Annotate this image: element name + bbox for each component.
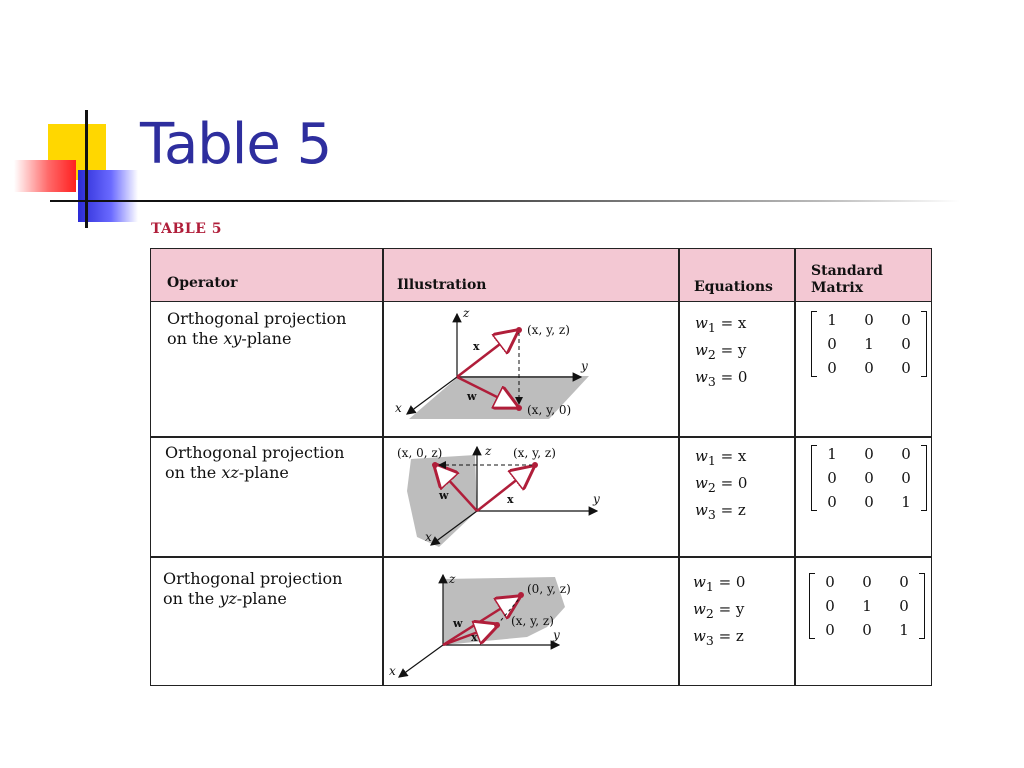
row-operator — [163, 569, 342, 609]
axis-x-label: x — [395, 401, 402, 415]
projection-label: (x, 0, z) — [397, 446, 443, 460]
header-matrix-line1: Standard — [811, 263, 883, 279]
matrix-cell: 0 — [862, 573, 872, 591]
equation-line: $w_3 = z$ — [695, 501, 746, 522]
matrix-cell: 0 — [827, 359, 837, 377]
projection-label: (x, y, 0) — [527, 403, 572, 417]
standard-matrix — [809, 573, 925, 639]
point-marker — [494, 622, 500, 628]
point-marker — [532, 462, 538, 468]
row-divider — [151, 556, 931, 558]
axis-x-label: x — [389, 664, 396, 678]
equation-line: $w_2 = y$ — [693, 600, 745, 621]
matrix-cell: 1 — [827, 311, 837, 329]
header-illustration: Illustration — [397, 277, 487, 293]
decor-red-square — [14, 160, 76, 192]
operator-line1: Orthogonal projection — [167, 309, 347, 328]
operator-line2: on the xz-plane — [165, 463, 289, 482]
operator-line2: on the yz-plane — [163, 589, 287, 608]
header-operator: Operator — [167, 275, 238, 291]
matrix-cell: 0 — [864, 359, 874, 377]
standard-matrix — [811, 311, 927, 377]
matrix-cell: 1 — [899, 621, 909, 639]
matrix-cell: 0 — [864, 493, 874, 511]
axis-y-label: y — [553, 628, 560, 642]
matrix-cell: 0 — [864, 469, 874, 487]
matrix-bracket-right — [921, 445, 927, 511]
point-label: (x, y, z) — [511, 614, 554, 628]
matrix-cell: 0 — [899, 573, 909, 591]
axis-z-label: z — [449, 572, 456, 586]
matrix-cell: 1 — [827, 445, 837, 463]
x-axis — [399, 645, 443, 677]
row-operator — [165, 443, 344, 483]
table-caption: TABLE 5 — [151, 221, 222, 237]
matrix-cell: 0 — [901, 445, 911, 463]
equation-line: $w_3 = 0$ — [695, 368, 748, 389]
row-equations — [695, 445, 747, 526]
decor-horizontal-line — [50, 200, 960, 202]
axis-z-label: z — [485, 444, 492, 458]
projection-marker — [432, 462, 438, 468]
vector-x — [477, 467, 533, 511]
equation-line: $w_3 = z$ — [693, 627, 744, 648]
column-divider — [794, 249, 796, 685]
projection-table — [150, 248, 932, 686]
vector-x-label: x — [473, 340, 480, 353]
matrix-cell: 0 — [864, 311, 874, 329]
matrix-bracket-right — [921, 311, 927, 377]
matrix-cell: 0 — [827, 335, 837, 353]
column-divider — [382, 249, 384, 685]
matrix-cell: 0 — [827, 469, 837, 487]
vector-w-label: w — [439, 489, 449, 502]
point-label: (x, y, z) — [527, 323, 570, 337]
matrix-cell: 0 — [825, 597, 835, 615]
projection-label: (0, y, z) — [527, 582, 571, 596]
vector-w-label: w — [467, 390, 477, 403]
axis-y-label: y — [581, 359, 588, 373]
operator-line2: on the xy-plane — [167, 329, 292, 348]
illustration-xy-projection — [389, 304, 589, 434]
matrix-cell: 0 — [901, 335, 911, 353]
vector-x-label: x — [507, 493, 514, 506]
row-equations — [693, 571, 745, 652]
matrix-cell: 1 — [862, 597, 872, 615]
matrix-cell: 0 — [825, 621, 835, 639]
standard-matrix — [811, 445, 927, 511]
projection-marker — [516, 405, 522, 411]
matrix-cell: 0 — [827, 493, 837, 511]
row-divider — [151, 436, 931, 438]
header-equations: Equations — [694, 279, 773, 295]
axis-x-label: x — [425, 530, 432, 544]
operator-line1: Orthogonal projection — [165, 443, 345, 462]
vector-x-label: x — [471, 631, 478, 644]
matrix-cell: 1 — [901, 493, 911, 511]
header-standard-matrix — [811, 263, 883, 297]
matrix-cell: 0 — [901, 359, 911, 377]
matrix-cell: 0 — [899, 597, 909, 615]
matrix-cell: 0 — [864, 445, 874, 463]
header-matrix-line2: Matrix — [811, 280, 864, 296]
vector-x — [457, 331, 517, 377]
projection-marker — [518, 592, 524, 598]
axis-z-label: z — [463, 306, 470, 320]
equation-line: $w_1 = x$ — [695, 447, 747, 468]
matrix-cell: 0 — [901, 469, 911, 487]
matrix-cell: 0 — [825, 573, 835, 591]
matrix-cell: 0 — [901, 311, 911, 329]
point-marker — [516, 327, 522, 333]
decor-vertical-line — [85, 110, 88, 228]
row-equations — [695, 312, 747, 393]
operator-line1: Orthogonal projection — [163, 569, 343, 588]
matrix-cell: 1 — [864, 335, 874, 353]
equation-line: $w_2 = 0$ — [695, 474, 748, 495]
equation-line: $w_2 = y$ — [695, 341, 747, 362]
illustration-yz-projection — [387, 567, 587, 685]
point-label: (x, y, z) — [513, 446, 556, 460]
slide-title: Table 5 — [140, 112, 332, 177]
equation-line: $w_1 = x$ — [695, 314, 747, 335]
illustration-xz-projection — [389, 441, 609, 553]
equation-line: $w_1 = 0$ — [693, 573, 746, 594]
axis-y-label: y — [593, 492, 600, 506]
matrix-cell: 0 — [862, 621, 872, 639]
column-divider — [678, 249, 680, 685]
vector-w-label: w — [453, 617, 463, 630]
row-operator — [167, 309, 346, 349]
matrix-bracket-right — [919, 573, 925, 639]
